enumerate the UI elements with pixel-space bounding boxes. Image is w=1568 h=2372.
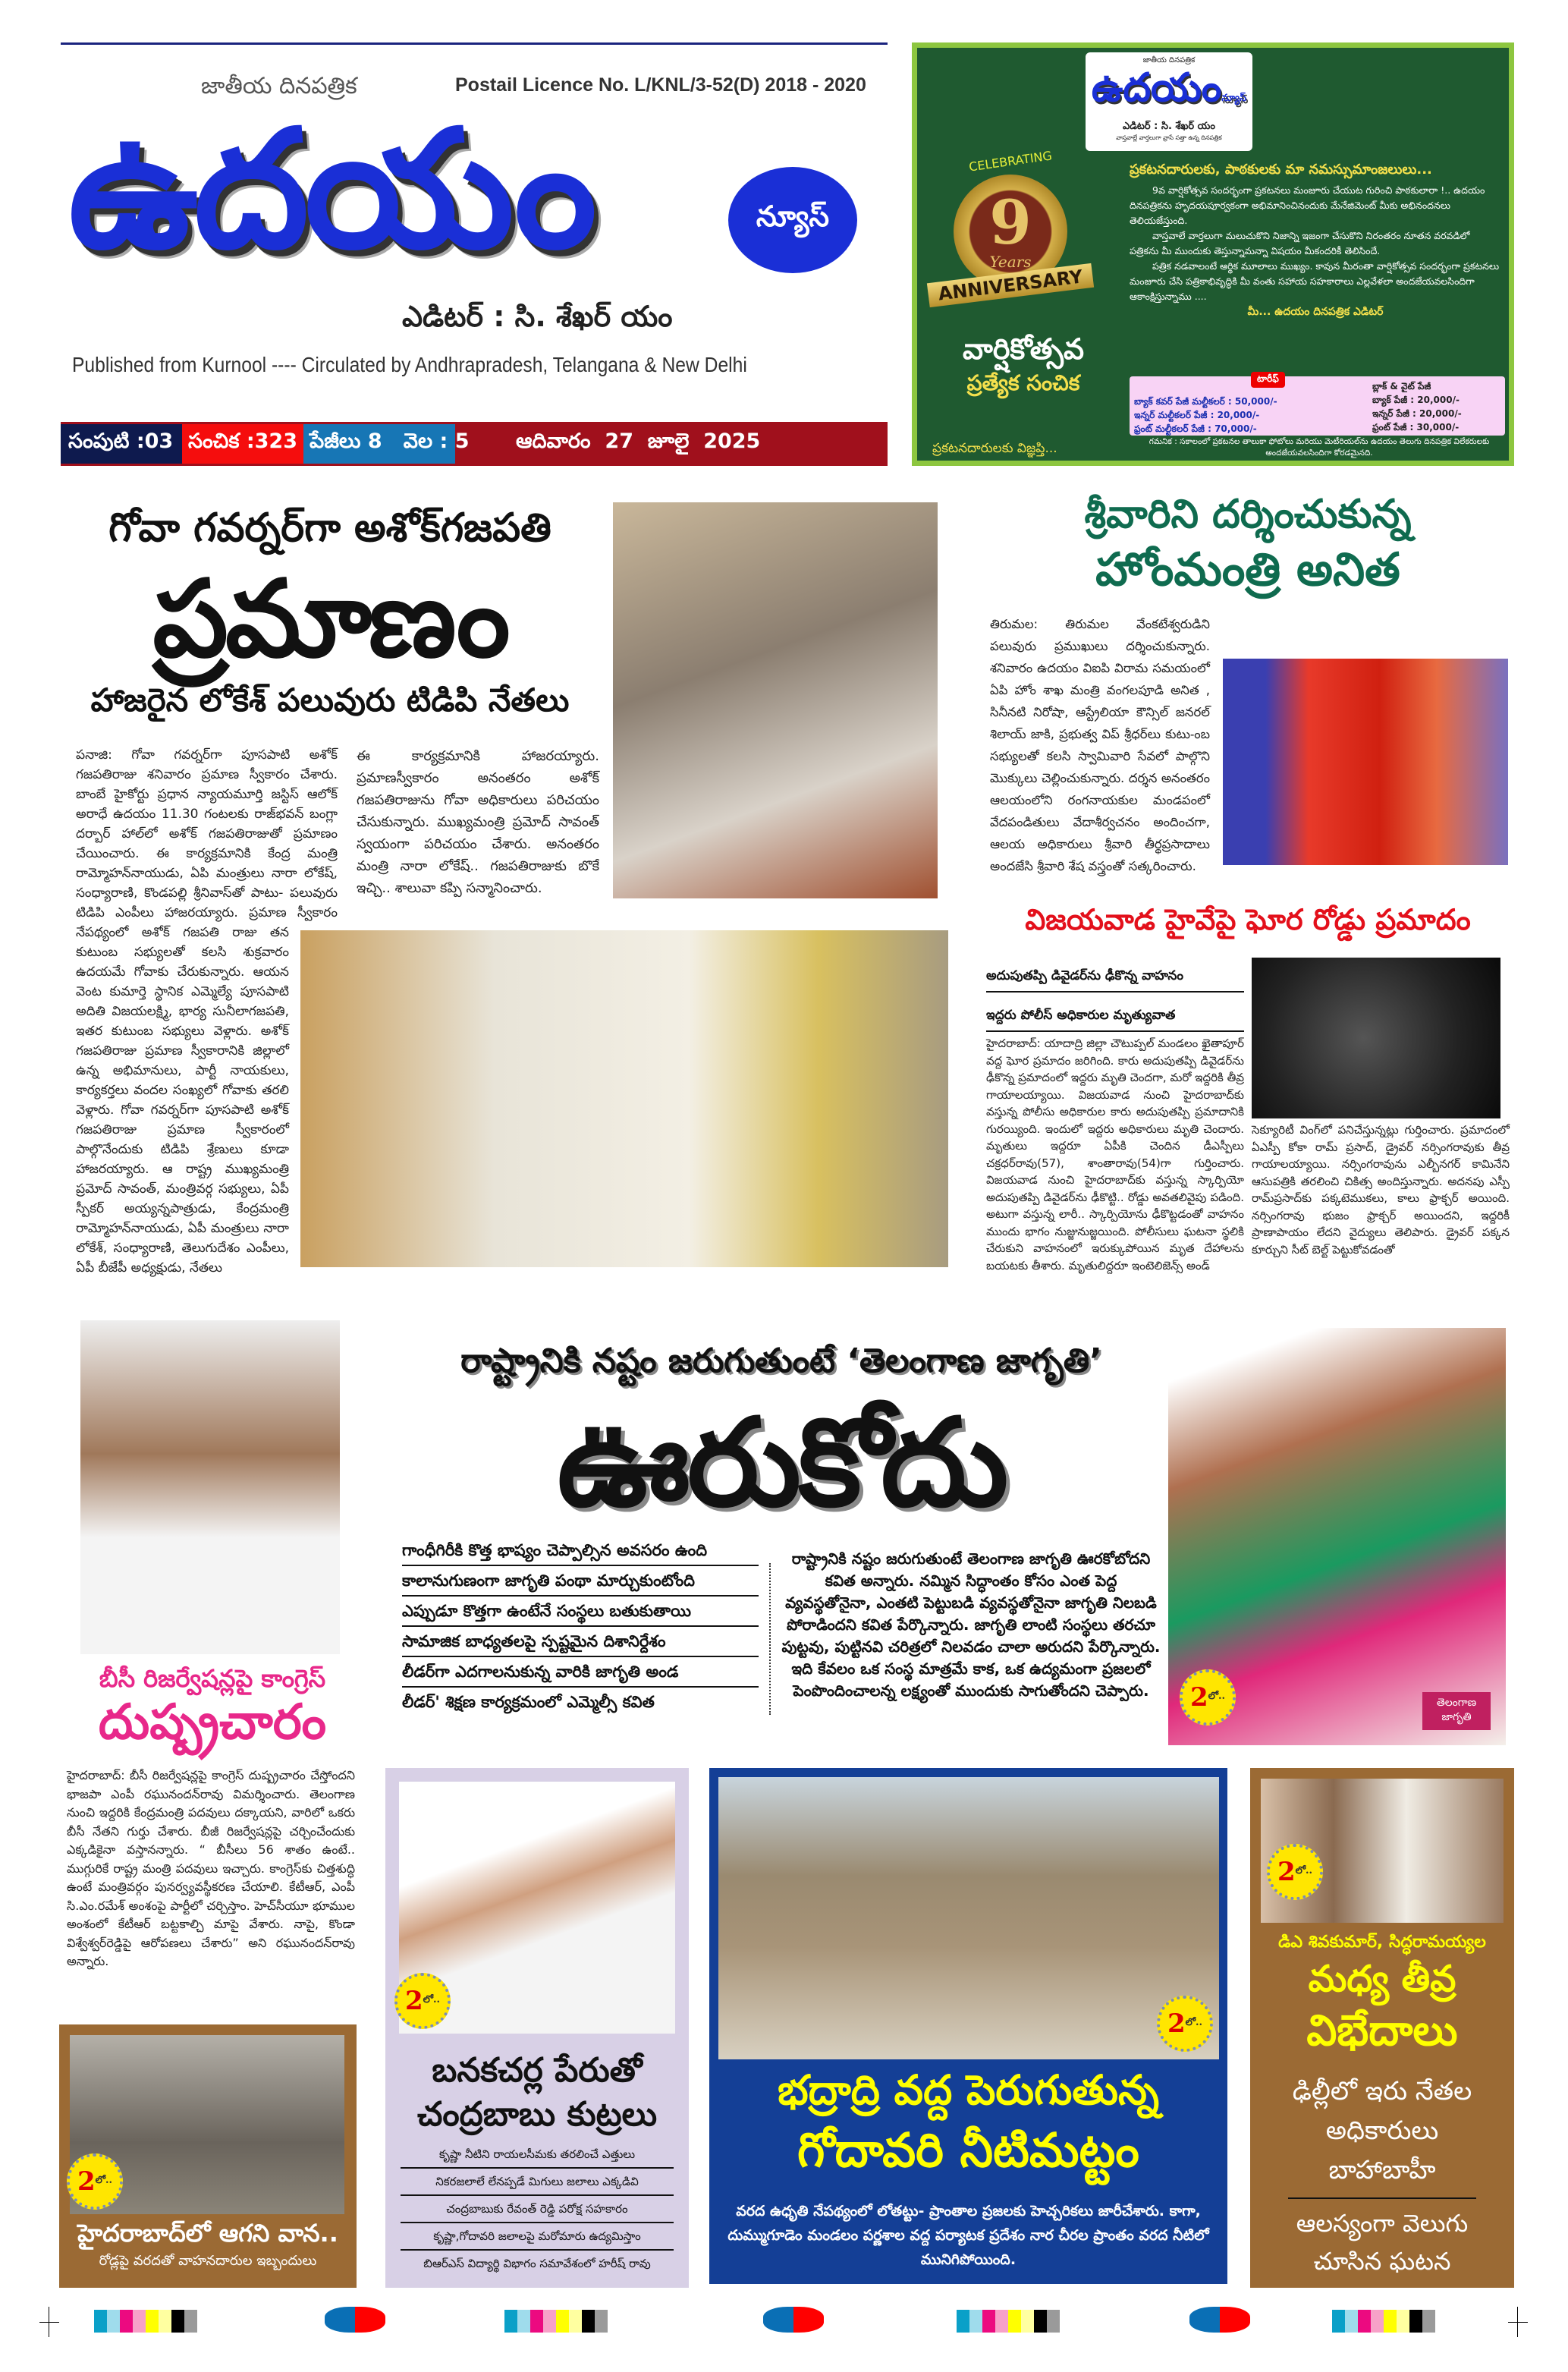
jagruthi-bullets [402, 1536, 759, 1716]
accident-sub2: ఇద్దరు పోలీస్ అధికారుల మృత్యువాత [986, 1003, 1244, 1032]
ad-logo-text: ఉదయం [1091, 65, 1222, 111]
ad-message [1130, 183, 1501, 319]
color-bar [957, 2310, 1060, 2333]
ad-logo-box [1086, 52, 1252, 151]
editor-line: ఎడిటర్ : సి. శేఖర్ యం [402, 300, 673, 333]
ad-paragraph: వాస్తవాలే వార్తలుగా మలుచుకొని నిజాన్ని ఇజంగా చేసుకొని నిరంతరం నూతన వరవడిలో పత్రికను మీ ముందుకు తెస్తున్నామన్నా విషయం మీకందరికీ తెలిసిందే. [1130, 230, 1470, 256]
color-swatch [1397, 2310, 1409, 2333]
bc-kicker: బీసీ రిజర్వేషన్లపై కాంగ్రెస్ [99, 1664, 326, 1693]
ad-editor: ఎడిటర్ : సి. శేఖర్ యం [1123, 121, 1215, 132]
jagruthi-body: రాష్ట్రానికి నష్టం జరుగుతుంటే తెలంగాణ జాగృతి ఊరకోబోదని కవిత అన్నారు. నమ్మిన సిద్ధాంతం కోసం ఎంత పెద్ద వ్యవస్థతోనైనా, ఎంతటి పెట్టుబడి వ్యవస్థతోనైనా జాగృతి నిలబడి పోరాడిందని కవిత పేర్కొన్నారు. జాగృతి లాంటి సంస్థలు తరచూ పుట్టవు, పుట్టినవి చరిత్రలో నిలవడం చాలా అరుదని పేర్కొన్నారు. ఇది కేవలం ఒక సంస్థ మాత్రమే కాక, ఒక ఉద్యమంగా ప్రజలలో పెంపొందించాలన్న లక్ష్యంతో ముందుకు సాగుతోందని చెప్పారు. [781, 1549, 1161, 1700]
ad-paragraph: 9వ వార్షికోత్సవ సందర్భంగా ప్రకటనలు మంజూరు చేయుట గురించి పాఠకులారా !.. ఉదయం దినపత్రికను హృదయపూర్వకంగా అభిమానించినందుకు మేనేజిమెంట్ మీకు అభినందనలు తెలియజేస్తుంది. [1130, 184, 1485, 226]
bullet-item: ఎప్పుడూ కొత్తగా ఉంటేనే సంస్థలు బతుకుతాయి [402, 1597, 759, 1627]
postal-licence: Postail Licence No. L/KNL/3-52(D) 2018 - 2020 [455, 74, 866, 96]
reg-dot [1189, 2307, 1250, 2333]
color-swatch [995, 2310, 1008, 2333]
tariff-color-list [1134, 395, 1277, 436]
badge-suffix: లో.. [1295, 1865, 1313, 1877]
tariff-row: బ్యాక్ కవర్ పేజీ మల్టీకలర్ : 50,000/- [1134, 396, 1277, 407]
godavari-body: వరద ఉధృతి నేపథ్యంలో లోతట్టు- ప్రాంతాల ప్రజలకు హెచ్చరికలు జారీచేశారు. కాగా, దుమ్ముగూడెం మండలం పర్ణశాల వద్ద పర్యాటక ప్రదేశం నార చీరల ప్రాంతం వరద నీటిలో మునిగిపోయింది. [727, 2203, 1209, 2268]
accident-sub1: అదుపుతప్పి డివైడర్‌ను ఢీకొన్న వాహనం [986, 964, 1244, 993]
ad-signoff: మీ... ఉదయం దినపత్రిక ఎడిటర్ [1247, 306, 1384, 318]
karnataka-headline1: మధ్య తీవ్ర [1308, 1958, 1456, 2000]
issue-bar [61, 422, 888, 466]
badge-number: 2 [404, 1986, 423, 2016]
godavari-headline2: గోదావరి నీటిమట్టం [797, 2122, 1139, 2178]
goa-body-col1: పనాజి: గోవా గవర్నర్‌గా పూసపాటి అశోక్ గజపతిరాజు శనివారం ప్రమాణ స్వీకారం చేశారు. బాంబే హైకోర్టు ప్రధాన న్యాయమూర్తి జస్టిస్ ఆలోక్ అరాధే ఉదయం 11.30 గంటలకు రాజ్‌భవన్ బంగ్లా దర్బార్ హాల్‌లో అశోక్ గజపతిరాజుతో ప్రమాణం చేయించారు. ఈ కార్యక్రమానికి కేంద్ర మంత్రి రామ్మోహన్‌నాయుడు, ఏపి మంత్రులు నారా లోకేష్, సంధ్యారాణి, కొండపల్లి శ్రీనివాస్‌తో పాటు- పలువురు టిడిపి ఎంపీలు హాజరయ్యారు. ప్రమాణ స్వీకారం నేపథ్యంలో అశోక్ గజపతి రాజు తన కుటుంబ సభ్యులతో కలసి శుక్రవారం ఉదయమే గోవాకు చేరుకున్నారు. ఆయన వెంట కుమార్తె స్థానిక ఎమ్మెల్యే పూసపాటి అదితి విజయలక్ష్మి, భార్య సునీలాగజపతి, ఇతర కుటుంబ సభ్యులు వెళ్లారు. అశోక్ గజపతిరాజు ప్రమాణ స్వీకారానికి జిల్లాలో ఉన్న అభిమానులు, పార్టీ నాయకులు, కార్యకర్తలు వందల సంఖ్యలో గోవాకు తరలి వెళ్లారు. గోవా గవర్నర్‌గా పూసపాటి అశోక్ గజపతిరాజు ప్రమాణ స్వీకారంలో పాల్గొనేందుకు టిడిపి శ్రేణులు కూడా హాజరయ్యారు. ఆ రాష్ట్ర ముఖ్యమంత్రి ప్రమోద్ సావంత్, మంత్రివర్గ సభ్యులు, ఏపీ స్పీకర్ అయ్యన్నపాత్రుడు, కేంద్రమంత్రి రామ్మోహన్‌నాయుడు, ఏపీ మంత్రులు నారా లోకేశ్, సంధ్యారాణి, తెలుగుదేశం ఎంపీలు, ఏపీ బీజేపీ అధ్యక్షుడు, నేతలు [76, 747, 338, 1276]
bullet-item: గాంధీగిరీకి కొత్త భాష్యం చెప్పాల్సిన అవసరం ఉంది [402, 1536, 759, 1566]
badge-suffix: లో.. [1208, 1691, 1226, 1702]
color-swatch [969, 2310, 982, 2333]
karnataka-headline2: విభేదాలు [1306, 2006, 1458, 2056]
celebrating-text: CELEBRATING [968, 148, 1053, 175]
bullet-item: లీడర్‌గా ఎదగాలనుకున్న వారికి జాగృతి అండ [402, 1657, 759, 1688]
godavari-photo [718, 1777, 1219, 2059]
color-bar [94, 2310, 197, 2333]
bullet-item: కాలానుగుణంగా జాగృతి పంథా మార్చుకుంటోంది [402, 1566, 759, 1597]
badge-number: 9 [989, 187, 1032, 258]
color-swatch [1034, 2310, 1047, 2333]
tariff-row: ఫ్రంట్ మల్టీకలర్ పేజీ : 70,000/- [1134, 423, 1257, 434]
accident-body-col1: హైదరాబాద్: యాదాద్రి జిల్లా చౌటుప్పల్ మండలం ఖైతాపూర్ వద్ద ఘోర ప్రమాదం జరిగింది. కారు అదుపుతప్పి డివైడర్‌ను ఢీకొన్న ప్రమాదంలో ఇద్దరు మృతి చెందగా, మరో ఇద్దరికి తీవ్ర గాయాలయ్యాయి. విజయవాడ నుంచి హైదరాబాద్‌కు వస్తున్న పోలీసు అధికారుల కారు అదుపుతప్పి ప్రమాదానికి గురయ్యింది. ఇందులో ఇద్దరు అధికారులు మృతి చెందారు. మృతులు ఇద్దరూ ఏపీకి చెందిన డీఎస్పీలు చక్రధర్‌రావు(57), శాంతారావు(54)గా గుర్తించారు. విజయవాడ నుంచి హైదరాబాద్‌కు వస్తున్న స్కార్పియో అదుపుతప్పి డివైడర్‌ను ఢీకొట్టి.. రోడ్డు అవతలివైపు పడింది. అటుగా వస్తున్న లారీ.. స్కార్పియోను ఢీకొట్టడంతో వాహనం ముందు భాగం నుజ్జునుజ్జయింది. పోలీసులు ఘటనా స్థలికి చేరుకుని వాహనంలో ఇరుక్కుపోయిన మృత దేహాలను బయటకు తీశారు. మృతులిద్దరూ ఇంటెలిజెన్స్ అండ్ [986, 1037, 1244, 1273]
tariff-label: టారీఫ్ [1251, 372, 1285, 388]
godavari-headline1: భద్రాద్రి వద్ద పెరుగుతున్న [778, 2066, 1159, 2114]
color-swatch [146, 2310, 159, 2333]
ad-title2: ప్రత్యేక సంచిక [966, 370, 1080, 395]
page-2-badge[interactable] [1157, 1996, 1213, 2052]
color-bars [0, 2310, 1568, 2336]
color-swatch [1008, 2310, 1021, 2333]
raghunandan-photo [80, 1320, 340, 1654]
tariff-bw-list [1372, 379, 1462, 434]
accident-col1 [986, 964, 1244, 1274]
color-bar [1332, 2310, 1435, 2333]
color-swatch [1409, 2310, 1422, 2333]
tariff-row: బ్యాక్ పేజీ : 20,000/- [1372, 395, 1460, 405]
dotted-divider [769, 1563, 771, 1715]
color-swatch [1047, 2310, 1060, 2333]
jagruthi-kicker: రాష్ట్రానికి నష్టం జరుగుతుంటే ‘తెలంగాణ జాగృతి’ [460, 1342, 1102, 1380]
page-2-badge[interactable] [67, 2153, 123, 2210]
page-2-badge[interactable] [1267, 1844, 1323, 1900]
ad-slogan: వాస్తవాల్లే వార్తలుగా వ్రాసే సత్తా ఉన్న దినపత్రిక [1116, 134, 1222, 141]
godavari-box[interactable] [709, 1768, 1227, 2284]
color-swatch [184, 2310, 197, 2333]
pages-price: పేజీలు 8 వెల : 5 [303, 424, 455, 464]
color-swatch [556, 2310, 569, 2333]
color-swatch [569, 2310, 582, 2333]
color-swatch [120, 2310, 133, 2333]
color-swatch [171, 2310, 184, 2333]
point-item: నికరజలాలే లేనప్పడే మిగులు జలాలు ఎక్కడివి [401, 2169, 674, 2196]
color-swatch [1422, 2310, 1435, 2333]
tariff-row: ఫ్రంట్ పేజీ : 30,000/- [1372, 422, 1460, 433]
tirumala-photo [1223, 659, 1508, 865]
accident-headline: విజయవాడ హైవేపై ఘోర రోడ్డు ప్రమాదం [1025, 903, 1471, 936]
ad-paragraph: పత్రిక నడవాలంటే ఆర్థిక మూలాలు ముఖ్యం. కావున మీరంతా వార్షికోత్సవ సందర్భంగా ప్రకటనలు మంజూరు చేసి పత్రికాభివృద్ధికి మీ వంతు సహాయ సహకారాలు ఎల్లవేళలా అందజేయవలసిందిగా ఆకాంక్షిస్తున్నాము .... [1130, 260, 1500, 302]
ad-logo-suffix: న్యూస్ [1221, 93, 1247, 104]
badge-number: 2 [1277, 1857, 1296, 1887]
badge-suffix: లో.. [95, 2175, 113, 2186]
badge-number: 2 [1189, 1682, 1208, 1713]
volume: సంపుటి :03 [61, 424, 182, 464]
goa-kicker: గోవా గవర్నర్‌గా అశోక్‌గజపతి [108, 505, 551, 551]
ad-greeting: ప్రకటనదారులకు, పాఠకులకు మా నమస్సుమాంజలులు... [1130, 162, 1432, 178]
logo-text: ఉదయం [68, 94, 592, 285]
ad-title1: వార్షికోత్సవ [963, 332, 1084, 366]
badge-number: 2 [77, 2166, 96, 2197]
published-line: Published from Kurnool ---- Circulated by Andhrapradesh, Telangana & New Delhi [72, 353, 747, 376]
point-item: చంద్రబాబుకు రేవంత్ రెడ్డి పరోక్ష సహకారం [401, 2196, 674, 2223]
color-swatch [982, 2310, 995, 2333]
goa-body-col2: ఈ కార్యక్రమానికి హాజరయ్యారు. ప్రమాణస్వీకారం అనంతరం అశోక్ గజపతిరాజును గోవా అధికారులు పరిచయం చేసుకున్నారు. ముఖ్యమంత్రి ప్రమోద్ సావంత్ స్వయంగా పరిచయం చేశారు. అనంతరం మంత్రి నారా లోకేష్.. గజపతిరాజుకు బొకే ఇచ్చి.. శాలువా కప్పి సన్మానించారు. [357, 748, 599, 896]
bc-body: హైదరాబాద్: బీసీ రిజర్వేషన్లపై కాంగ్రెస్ దుష్ప్రచారం చేస్తోందని భాజపా ఎంపీ రఘునందన్‌రావు విమర్శించారు. తెలంగాణ నుంచి ఇద్దరికి కేంద్రమంత్రి పదవులు దక్కాయని, వారిలో ఒకరు బీసీ నేతని గుర్తు చేశారు. బీజీ రిజర్వేషన్లపై చర్చించేందుకు ఎక్కడికైనా వస్తానన్నారు. “ బీసీలు 56 శాతం ఉంటే.. ముగ్గురికే రాష్ట్ర మంత్రి పదవులు ఇచ్చారు. కాంగ్రెస్‌కు చిత్తశుద్ధి ఉంటే మంత్రివర్గం పునర్వ్యవస్థీకరణ చేయాలి. కేటీఆర్, ఎంపీ సి.ఎం.రమేశ్ అంశంపై పార్టీలో చర్చిస్తాం. హెచ్‌సీయూ భూముల అంశంలో కేటీఆర్ బట్టకాల్చి మాపై వేశారు. నాపై, కొండా విశ్వేశ్వర్‌రెడ్డిపై ఆరోపణలు చేశారు” అని రఘునందన్‌రావు అన్నారు. [67, 1768, 355, 1968]
tariff-row: ఇన్నర్ మల్టీకలర్ పేజీ : 20,000/- [1134, 410, 1260, 420]
issue-date: ఆదివారం 27 జూలై 2025 [516, 429, 761, 453]
goa-subhead: హాజరైన లోకేశ్ పలువురు టిడిపి నేతలు [90, 681, 570, 719]
color-swatch [1332, 2310, 1345, 2333]
harish-box[interactable] [385, 1768, 689, 2288]
point-item: కృష్ణా నీటిని రాయలసీమకు తరలించే ఎత్తులు [401, 2141, 674, 2169]
rain-box[interactable] [59, 2024, 357, 2288]
color-swatch [517, 2310, 530, 2333]
ad-note: గమనిక : సకాలంలో ప్రకటనల తాలుకా ఫోటోలు మరియు మెటీరియల్‌ను ఉదయం తెలుగు దినపత్రిక విలేకరులకు అందజేయవలసిందిగా కోరడమైనది. [1149, 437, 1490, 458]
point-item: బిఆర్ఎస్ విద్యార్థి విభాగం సమావేశంలో హరీష్ రావు [423, 2257, 651, 2270]
page-2-badge[interactable] [394, 1973, 451, 2029]
reg-dot [325, 2307, 385, 2333]
color-swatch [595, 2310, 608, 2333]
tirumala-kicker: శ్రీవారిని దర్శించుకున్న [1084, 492, 1412, 537]
bullet-item: లీడర్' శిక్షణ కార్యక్రమంలో ఎమ్మెల్సీ కవిత [402, 1693, 655, 1711]
masthead [61, 46, 888, 425]
tariff-bw-title: బ్లాక్ & వైట్ పేజీ [1372, 381, 1431, 392]
color-swatch [1384, 2310, 1397, 2333]
ad-logo [1086, 66, 1252, 121]
anniversary-ad[interactable] [912, 42, 1514, 466]
goa-oath-photo [613, 502, 938, 898]
harish-points [401, 2141, 674, 2276]
point-item: కృష్ణా,గోదావరి జలాలపై మరోమారు ఉద్యమిస్తాం [401, 2223, 674, 2251]
bc-headline: దుష్ప్రచారం [98, 1694, 327, 1751]
logo-suffix: న్యూస్ [728, 167, 857, 273]
badge-suffix: లో.. [423, 1994, 441, 2006]
tirumala-body: తిరుమల: తిరుమల వేంకటేశ్వరుడిని పలువురు ప్రముఖులు దర్శించుకున్నారు. శనివారం ఉదయం విఐపి విరామ సమయంలో ఏపి హోం శాఖ మంత్రి వంగలపూడి అనిత , సినీనటి నిరోషా, ఆస్ట్రేలియా కౌన్సిల్ జనరల్ శిలాయ్ జాకి, ప్రభుత్వ విప్ శ్రీధర్‌లు కుటు-ంబ సభ్యులతో కలసి స్వామివారి సేవలో పాల్గొని మొక్కులు చెల్లించుకున్నారు. దర్శన అనంతరం ఆలయంలోని రంగనాయకుల మండపంలో వేదపండితులు వేదాశీర్వచనం అందించగా, ఆలయ అధికారులు శ్రీవారి తీర్థప్రసాదాలు అందజేసి శ్రీవారి శేష వస్త్రంతో సత్కరించారు. [990, 617, 1210, 873]
jagruthi-headline: ఊరుకోదు [557, 1392, 1006, 1534]
ad-logo-tagline: జాతీయ దినపత్రిక [1142, 56, 1196, 64]
color-swatch [159, 2310, 171, 2333]
tirumala-headline: హోంమంత్రి అనిత [1095, 543, 1400, 596]
top-rule [61, 42, 888, 45]
color-swatch [543, 2310, 556, 2333]
badge-years: Years [989, 253, 1032, 271]
anniversary-badge [937, 148, 1084, 321]
karnataka-line1: ఢిల్లీలో ఇరు నేతల అధికారులు బాహాబాహీ [1288, 2072, 1476, 2199]
tariff-row: ఇన్నర్ పేజీ : 20,000/- [1372, 408, 1462, 419]
page-2-badge[interactable] [1180, 1669, 1236, 1726]
tariff-box [1130, 373, 1505, 436]
color-swatch [504, 2310, 517, 2333]
badge-suffix: లో.. [1185, 2017, 1203, 2028]
accident-photo [1252, 958, 1500, 1118]
karnataka-kicker: డిఎ శివకుమార్, సిద్ధరామయ్యల [1278, 1933, 1486, 1952]
ad-notice: ప్రకటనదారులకు విజ్ఞప్తి... [932, 441, 1057, 456]
accident-body-col2: సెక్యూరిటీ వింగ్‌లో పనిచేస్తున్నట్లు గుర్తించారు. ప్రమాదంలో ఏఎస్పీ కోకా రామ్ ప్రసాద్, డ్రైవర్ నర్సింగరావుకు తీవ్ర గాయాలయ్యాయి. నర్సింగరావును ఎల్బీనగర్ కామినేని ఆసుపత్రికి తరలించి చికిత్స అందిస్తున్నారు. అదనపు ఎస్పీ రామ్‌ప్రసాద్‌కు పక్కటెముకలు, కాలు ఫ్రాక్చర్ అయింది. నర్సింగరావు భుజం ఫ్రాక్చర్ అయిందని, ఇద్దరికీ ప్రాణాపాయం లేదని వైద్యులు తెలిపారు. డ్రైవర్ పక్కన కూర్చుని సీట్ బెల్ట్ పెట్టుకోవడంతో [1252, 1123, 1510, 1257]
color-swatch [1021, 2310, 1034, 2333]
issue-number: సంచిక :323 [182, 424, 303, 464]
harish-headline: బనకచర్ల పేరుతో చంద్రబాబు కుట్రలు [416, 2051, 658, 2134]
color-swatch [1371, 2310, 1384, 2333]
color-swatch [133, 2310, 146, 2333]
bullet-item: సామాజిక బాధ్యతలపై స్పష్టమైన దిశానిర్దేశం [402, 1627, 759, 1657]
karnataka-box[interactable] [1250, 1768, 1514, 2288]
color-swatch [582, 2310, 595, 2333]
color-swatch [1345, 2310, 1358, 2333]
color-swatch [957, 2310, 969, 2333]
color-swatch [530, 2310, 543, 2333]
color-bar [504, 2310, 608, 2333]
logo [68, 94, 865, 285]
rain-subhead: రోడ్లపై వరదతో వాహనదారుల ఇబ్బందులు [99, 2253, 317, 2269]
goa-headline: ప్రమాణం [152, 558, 507, 681]
karnataka-line2: ఆలస్యంగా వెలుగు చూసిన ఘటన [1296, 2209, 1469, 2276]
badge-number: 2 [1167, 2009, 1186, 2039]
color-swatch [1358, 2310, 1371, 2333]
photo-sign: తెలంగాణ జాగృతి [1422, 1692, 1491, 1730]
color-swatch [94, 2310, 107, 2333]
rain-headline: హైదరాబాద్‌లో ఆగని వాన.. [77, 2219, 338, 2248]
goa-group-photo [300, 930, 948, 1267]
masthead-tagline: జాతీయ దినపత్రిక [201, 73, 357, 99]
color-swatch [107, 2310, 120, 2333]
reg-dot [763, 2307, 824, 2333]
anniversary-ribbon: ANNIVERSARY [927, 263, 1094, 307]
